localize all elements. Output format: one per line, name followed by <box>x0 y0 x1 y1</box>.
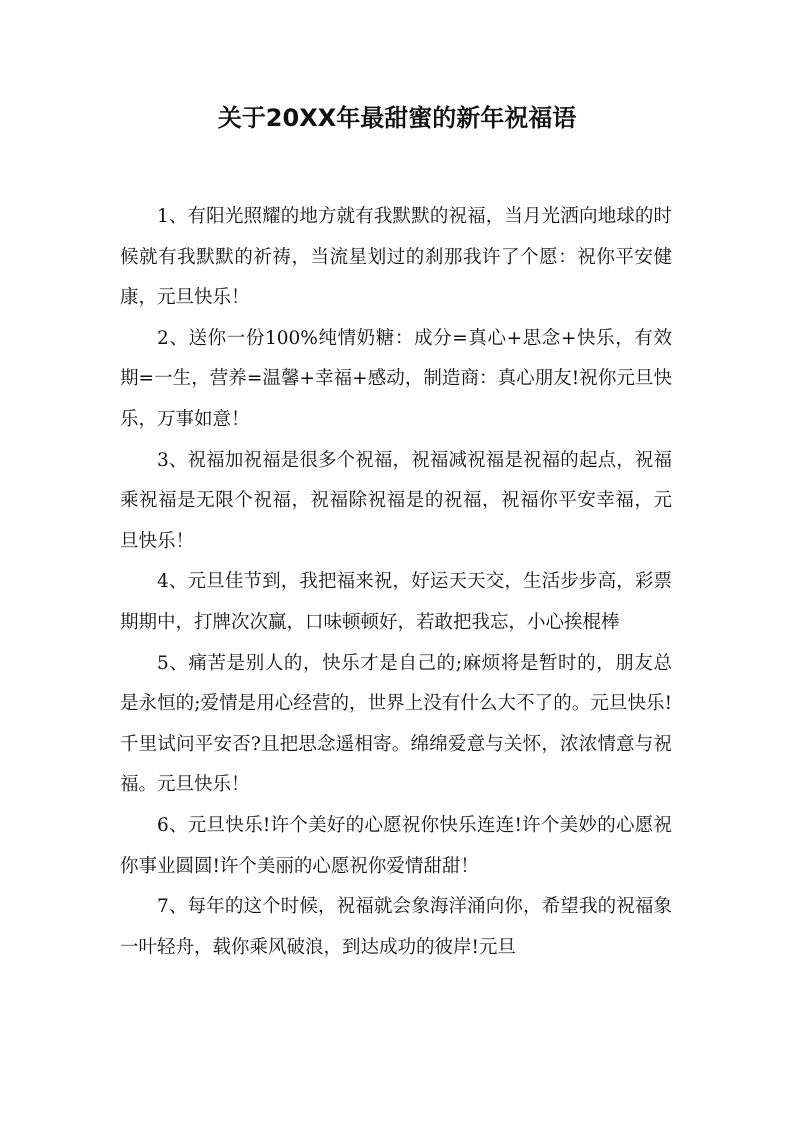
paragraph-6: 6、元旦快乐!许个美好的心愿祝你快乐连连!许个美妙的心愿祝你事业圆圆!许个美丽的心愿祝你爱情甜甜！ <box>120 814 672 877</box>
paragraph-3: 3、祝福加祝福是很多个祝福，祝福减祝福是祝福的起点，祝福乘祝福是无限个祝福，祝福除祝福是的祝福，祝福你平安幸福，元旦快乐！ <box>120 449 672 552</box>
paragraph-1: 1、有阳光照耀的地方就有我默默的祝福，当月光洒向地球的时候就有我默默的祈祷，当流星划过的刹那我许了个愿：祝你平安健康，元旦快乐！ <box>120 206 672 309</box>
document-title: 关于20XX年最甜蜜的新年祝福语 <box>217 104 577 132</box>
paragraph-2: 2、送你一份100%纯情奶糖：成分=真心+思念+快乐，有效期=一生，营养=温馨+幸福+感动，制造商：真心朋友!祝你元旦快乐，万事如意！ <box>120 327 672 430</box>
paragraph-4: 4、元旦佳节到，我把福来祝，好运天天交，生活步步高，彩票期期中，打牌次次赢，口味顿顿好，若敢把我忘，小心挨棍棒 <box>120 571 672 633</box>
paragraph-7: 7、每年的这个时候，祝福就会象海洋涌向你，希望我的祝福象一叶轻舟，载你乘风破浪，到达成功的彼岸!元旦 <box>120 896 672 958</box>
document-body <box>120 197 672 968</box>
paragraph-5: 5、痛苦是别人的，快乐才是自己的;麻烦将是暂时的，朋友总是永恒的;爱情是用心经营的，世界上没有什么大不了的。元旦快乐!千里试问平安否?且把思念遥相寄。绵绵爱意与关怀，浓浓情意与祝福。元旦快乐！ <box>120 652 672 796</box>
